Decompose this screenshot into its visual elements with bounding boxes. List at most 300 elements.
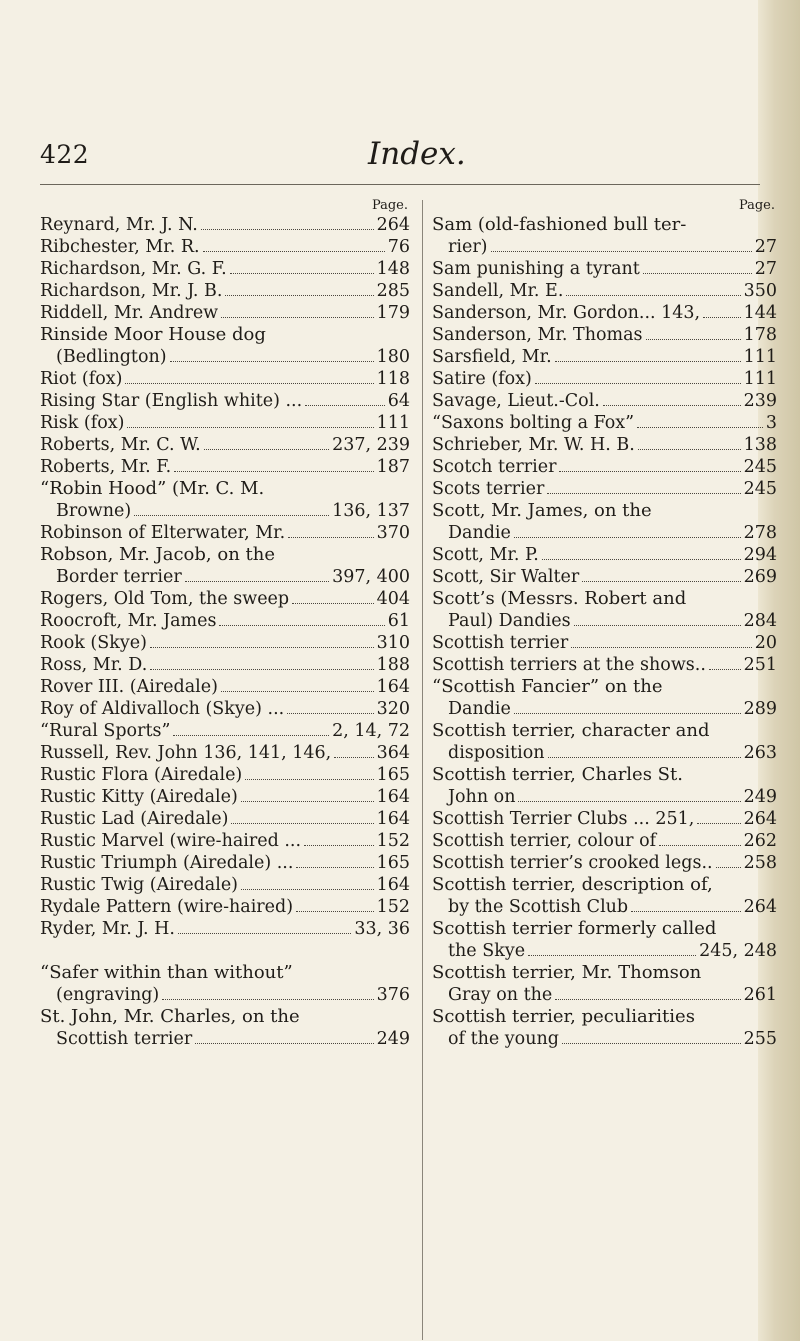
index-entry [40, 434, 410, 456]
entry-text: Richardson, Mr. G. F. [40, 259, 227, 279]
index-entry [432, 544, 777, 566]
entry-pages: 187 [376, 457, 410, 477]
entry-pages: 20 [754, 633, 777, 653]
entry-text: St. John, Mr. Charles, on the [40, 1006, 300, 1027]
entry-pages: 64 [387, 391, 410, 411]
dot-leader [230, 273, 374, 274]
entry-line [40, 588, 410, 610]
index-entry [432, 830, 777, 852]
entry-text: Ribchester, Mr. R. [40, 237, 200, 257]
entry-text: Rustic Kitty (Airedale) [40, 787, 238, 807]
entry-text: disposition [448, 743, 545, 763]
index-entry [40, 324, 410, 368]
index-entry [40, 588, 410, 610]
dot-leader [697, 823, 740, 824]
entry-pages: 264 [376, 215, 410, 235]
entry-text: Schrieber, Mr. W. H. B. [432, 435, 635, 455]
index-entry [432, 808, 777, 830]
entry-line [432, 368, 777, 390]
entry-line [432, 390, 777, 412]
dot-leader [555, 999, 740, 1000]
entry-text: Sanderson, Mr. Thomas [432, 325, 643, 345]
entry-pages: 27 [754, 237, 777, 257]
dot-leader [703, 317, 740, 318]
entry-pages: 262 [743, 831, 777, 851]
entry-text: Savage, Lieut.-Col. [432, 391, 600, 411]
entry-text: Scottish terrier, character and [432, 720, 710, 741]
entry-pages: 111 [743, 347, 777, 367]
dot-leader [582, 581, 740, 582]
entry-line [432, 324, 777, 346]
entry-pages: 165 [376, 853, 410, 873]
entry-text: Rising Star (English white) ... [40, 391, 303, 411]
entry-pages: 289 [743, 699, 777, 719]
dot-leader [125, 383, 373, 384]
entry-pages: 255 [743, 1029, 777, 1049]
entry-text: Scott’s (Messrs. Robert and [432, 588, 687, 609]
index-entry [432, 632, 777, 654]
index-entry [40, 742, 410, 764]
entry-line [40, 280, 410, 302]
entry-text: Risk (fox) [40, 413, 125, 433]
entry-line [432, 456, 777, 478]
entry-text: Scottish terrier [432, 633, 569, 653]
entry-line [40, 456, 410, 478]
index-entry [40, 896, 410, 918]
entry-pages: 263 [743, 743, 777, 763]
entry-pages: 164 [376, 677, 410, 697]
dot-leader [174, 471, 373, 472]
entry-text: Sarsfield, Mr. [432, 347, 552, 367]
dot-leader [185, 581, 329, 582]
entry-line [432, 346, 777, 368]
index-entry [40, 720, 410, 742]
entry-line [432, 258, 777, 280]
index-entry [40, 390, 410, 412]
entry-pages: 269 [743, 567, 777, 587]
entry-text: Sandell, Mr. E. [432, 281, 564, 301]
entry-line [432, 984, 777, 1006]
dot-leader [514, 713, 741, 714]
entry-line [40, 500, 410, 522]
dot-leader [559, 471, 740, 472]
entry-text: (Bedlington) [56, 347, 167, 367]
entry-pages: 284 [743, 611, 777, 631]
dot-leader [305, 405, 385, 406]
index-entry [40, 544, 410, 588]
dot-leader [195, 1043, 373, 1044]
entry-text: Scottish terrier [56, 1029, 193, 1049]
entry-pages: 111 [376, 413, 410, 433]
entry-text: Dandie [448, 699, 511, 719]
entry-text: Riot (fox) [40, 369, 123, 389]
dot-leader [304, 845, 374, 846]
entry-text: Browne) [56, 501, 132, 521]
dot-leader [535, 383, 741, 384]
entry-pages: 264 [743, 897, 777, 917]
dot-leader [204, 449, 329, 450]
entry-text: “Safer within than without” [40, 962, 293, 983]
index-entry [432, 654, 777, 676]
entry-pages: 164 [376, 809, 410, 829]
entry-line [40, 698, 410, 720]
dot-leader [288, 537, 373, 538]
index-entry [40, 654, 410, 676]
entry-pages: 404 [376, 589, 410, 609]
dot-leader [548, 757, 741, 758]
dot-leader [178, 933, 351, 934]
entry-pages: 180 [376, 347, 410, 367]
entry-line [40, 654, 410, 676]
entry-line [432, 434, 777, 456]
dot-leader [491, 251, 752, 252]
entry-text: Robson, Mr. Jacob, on the [40, 544, 275, 565]
entry-text: Rustic Flora (Airedale) [40, 765, 243, 785]
column-divider [422, 200, 423, 1340]
entry-line [40, 1028, 410, 1050]
entry-line [432, 610, 777, 632]
entry-pages: 350 [743, 281, 777, 301]
dot-leader [637, 427, 763, 428]
entry-line [40, 412, 410, 434]
entry-pages: 27 [754, 259, 777, 279]
page-header [0, 136, 800, 186]
entry-text: Scottish terrier formerly called [432, 918, 717, 939]
entry-line [40, 302, 410, 324]
dot-leader [241, 801, 374, 802]
entry-line [40, 896, 410, 918]
index-entry [40, 698, 410, 720]
entry-pages: 138 [743, 435, 777, 455]
page-column-label: Page. [738, 198, 775, 213]
dot-leader [287, 713, 373, 714]
entry-line [40, 434, 410, 456]
index-entry [40, 786, 410, 808]
index-entry [432, 874, 777, 918]
entry-line [432, 786, 777, 808]
dot-leader [547, 493, 740, 494]
dot-leader [638, 449, 741, 450]
dot-leader [225, 295, 373, 296]
entry-pages: 76 [387, 237, 410, 257]
entry-text: Scots terrier [432, 479, 545, 499]
entry-text: Riddell, Mr. Andrew [40, 303, 219, 323]
entry-text: Paul) Dandies [448, 611, 571, 631]
dot-leader [296, 867, 373, 868]
entry-line [432, 852, 777, 874]
entry-text: of the young [448, 1029, 559, 1049]
dot-leader [334, 757, 373, 758]
dot-leader [221, 317, 373, 318]
index-column-right [432, 198, 777, 1050]
entry-text: Rinside Moor House dog [40, 324, 266, 345]
dot-leader [203, 251, 385, 252]
index-entry [40, 236, 410, 258]
entry-line [432, 896, 777, 918]
entry-text: rier) [448, 237, 488, 257]
entry-text: Rustic Triumph (Airedale) ... [40, 853, 294, 873]
entry-line [432, 280, 777, 302]
entry-line [40, 258, 410, 280]
entry-line [40, 830, 410, 852]
dot-leader [514, 537, 741, 538]
index-entry [432, 368, 777, 390]
dot-leader [659, 845, 740, 846]
index-entry [432, 500, 777, 544]
entry-pages: 3 [765, 413, 777, 433]
entry-text: Scottish Terrier Clubs ... 251, [432, 809, 695, 829]
entry-text: “Saxons bolting a Fox” [432, 413, 635, 433]
index-entry [40, 456, 410, 478]
entry-line [432, 1028, 777, 1050]
entry-text: Rydale Pattern (wire-haired) [40, 897, 294, 917]
dot-leader [571, 647, 751, 648]
entry-line [40, 720, 410, 742]
index-entry [40, 852, 410, 874]
entry-line [40, 808, 410, 830]
entry-pages: 376 [376, 985, 410, 1005]
entry-pages: 310 [376, 633, 410, 653]
entry-text: Roberts, Mr. F. [40, 457, 172, 477]
entry-line [40, 874, 410, 896]
entry-pages: 364 [376, 743, 410, 763]
index-entry [40, 478, 410, 522]
dot-leader [646, 339, 741, 340]
entry-pages: 118 [376, 369, 410, 389]
entry-line [432, 302, 777, 324]
entry-line [40, 390, 410, 412]
dot-leader [162, 999, 373, 1000]
index-entry [432, 918, 777, 962]
entry-text: Scott, Mr. James, on the [432, 500, 652, 521]
entry-text: Roy of Aldivalloch (Skye) ... [40, 699, 285, 719]
dot-leader [134, 515, 329, 516]
entry-text: Gray on the [448, 985, 553, 1005]
index-entry [432, 302, 777, 324]
dot-leader [127, 427, 373, 428]
index-entry [432, 412, 777, 434]
dot-leader [555, 361, 741, 362]
dot-leader [150, 669, 373, 670]
dot-leader [631, 911, 740, 912]
entry-pages: 320 [376, 699, 410, 719]
dot-leader [219, 625, 384, 626]
entry-text: Sanderson, Mr. Gordon... 143, [432, 303, 701, 323]
index-entry [432, 390, 777, 412]
entry-line [432, 830, 777, 852]
entry-text: Reynard, Mr. J. N. [40, 215, 198, 235]
entry-text: Rogers, Old Tom, the sweep [40, 589, 290, 609]
index-entry [432, 962, 777, 1006]
entry-line [432, 478, 777, 500]
dot-leader [603, 405, 741, 406]
entry-line [432, 698, 777, 720]
index-entry [40, 280, 410, 302]
index-entry [40, 874, 410, 896]
entry-line [432, 940, 777, 962]
entry-line [432, 808, 777, 830]
entry-line [432, 566, 777, 588]
index-entry [40, 1006, 410, 1050]
entry-pages: 165 [376, 765, 410, 785]
entry-line [432, 544, 777, 566]
index-entry [432, 588, 777, 632]
index-entry [432, 566, 777, 588]
entry-line [432, 742, 777, 764]
dot-leader [241, 889, 374, 890]
entry-pages: 294 [743, 545, 777, 565]
entry-text: Scottish terriers at the shows.. [432, 655, 706, 675]
index-entry [40, 918, 410, 940]
entry-text: Robinson of Elterwater, Mr. [40, 523, 286, 543]
index-entry [40, 830, 410, 852]
index-entry [40, 214, 410, 236]
dot-leader [170, 361, 374, 362]
entry-text: Rover III. (Airedale) [40, 677, 218, 697]
entry-line [40, 918, 410, 940]
entry-pages: 245 [743, 457, 777, 477]
entry-pages: 111 [743, 369, 777, 389]
index-entry [40, 676, 410, 698]
entry-text: Scottish terrier, Mr. Thomson [432, 962, 702, 983]
entry-pages: 397, 400 [332, 567, 410, 587]
dot-leader [231, 823, 373, 824]
entry-pages: 152 [376, 897, 410, 917]
entry-pages: 152 [376, 831, 410, 851]
entry-spacer [40, 940, 410, 962]
index-entry [432, 280, 777, 302]
index-entry [432, 676, 777, 720]
entry-text: Roocroft, Mr. James [40, 611, 217, 631]
entry-line [432, 236, 777, 258]
dot-leader [201, 229, 374, 230]
entry-text: by the Scottish Club [448, 897, 629, 917]
entry-text: Sam (old-fashioned bull ter- [432, 214, 687, 235]
entry-line [432, 632, 777, 654]
entry-pages: 264 [743, 809, 777, 829]
index-entry [40, 610, 410, 632]
entry-text: Scottish terrier, peculiarities [432, 1006, 695, 1027]
entry-line [40, 610, 410, 632]
header-rule [40, 184, 760, 185]
entry-text: Rustic Twig (Airedale) [40, 875, 239, 895]
entry-line [40, 852, 410, 874]
entry-text: Russell, Rev. John 136, 141, 146, [40, 743, 332, 763]
entry-text: Scottish terrier, description of, [432, 874, 713, 895]
index-entry [40, 258, 410, 280]
entry-pages: 258 [743, 853, 777, 873]
index-entry [432, 214, 777, 258]
entry-text: “Scottish Fancier” on the [432, 676, 663, 697]
index-entry [40, 632, 410, 654]
entry-text: Border terrier [56, 567, 182, 587]
entry-text: Satire (fox) [432, 369, 532, 389]
entry-line [40, 368, 410, 390]
entry-pages: 164 [376, 787, 410, 807]
dot-leader [528, 955, 696, 956]
index-entry [432, 324, 777, 346]
entry-text: John on [448, 787, 516, 807]
entry-line [40, 214, 410, 236]
entry-text: Roberts, Mr. C. W. [40, 435, 201, 455]
entry-pages: 245 [743, 479, 777, 499]
entry-pages: 164 [376, 875, 410, 895]
dot-leader [173, 735, 329, 736]
entry-line [40, 566, 410, 588]
entry-pages: 261 [743, 985, 777, 1005]
index-entry [432, 1006, 777, 1050]
index-column-left [40, 198, 410, 1050]
index-entry [40, 302, 410, 324]
entry-pages: 33, 36 [354, 919, 410, 939]
entry-pages: 61 [387, 611, 410, 631]
entry-pages: 249 [743, 787, 777, 807]
entry-text: Rustic Lad (Airedale) [40, 809, 229, 829]
dot-leader [562, 1043, 741, 1044]
running-title: Index. [368, 136, 466, 172]
index-entry [40, 412, 410, 434]
entry-line [40, 742, 410, 764]
entry-pages: 249 [376, 1029, 410, 1049]
entry-text: the Skye [448, 941, 526, 961]
entry-pages: 278 [743, 523, 777, 543]
index-entry [432, 478, 777, 500]
entry-pages: 239 [743, 391, 777, 411]
entry-text: Ross, Mr. D. [40, 655, 148, 675]
entry-line [40, 346, 410, 368]
entry-line [432, 412, 777, 434]
index-entry [40, 962, 410, 1006]
entry-text: Richardson, Mr. J. B. [40, 281, 223, 301]
entry-line [432, 522, 777, 544]
entry-text: “Robin Hood” (Mr. C. M. [40, 478, 265, 499]
dot-leader [292, 603, 373, 604]
entry-text: “Rural Sports” [40, 721, 171, 741]
index-entry [432, 346, 777, 368]
entry-pages: 144 [743, 303, 777, 323]
dot-leader [709, 669, 741, 670]
entry-text: Scottish terrier, Charles St. [432, 764, 683, 785]
entry-line [40, 984, 410, 1006]
entry-pages: 237, 239 [332, 435, 410, 455]
page-number: 422 [40, 140, 90, 169]
index-entry [432, 764, 777, 808]
index-entry [40, 368, 410, 390]
index-entry [432, 258, 777, 280]
entry-pages: 178 [743, 325, 777, 345]
entry-pages: 2, 14, 72 [332, 721, 410, 741]
page-column-label: Page. [371, 198, 408, 213]
dot-leader [245, 779, 373, 780]
entry-pages: 136, 137 [332, 501, 410, 521]
entry-text: Rustic Marvel (wire-haired ... [40, 831, 302, 851]
entry-pages: 148 [376, 259, 410, 279]
entry-text: Dandie [448, 523, 511, 543]
dot-leader [643, 273, 752, 274]
entry-pages: 245, 248 [699, 941, 777, 961]
entry-line [40, 764, 410, 786]
index-entry [432, 852, 777, 874]
entry-pages: 370 [376, 523, 410, 543]
entry-text: Scott, Mr. P. [432, 545, 539, 565]
entry-pages: 188 [376, 655, 410, 675]
index-entry [432, 720, 777, 764]
index-entry [40, 764, 410, 786]
dot-leader [296, 911, 374, 912]
index-entry [432, 456, 777, 478]
dot-leader [574, 625, 741, 626]
entry-line [40, 522, 410, 544]
